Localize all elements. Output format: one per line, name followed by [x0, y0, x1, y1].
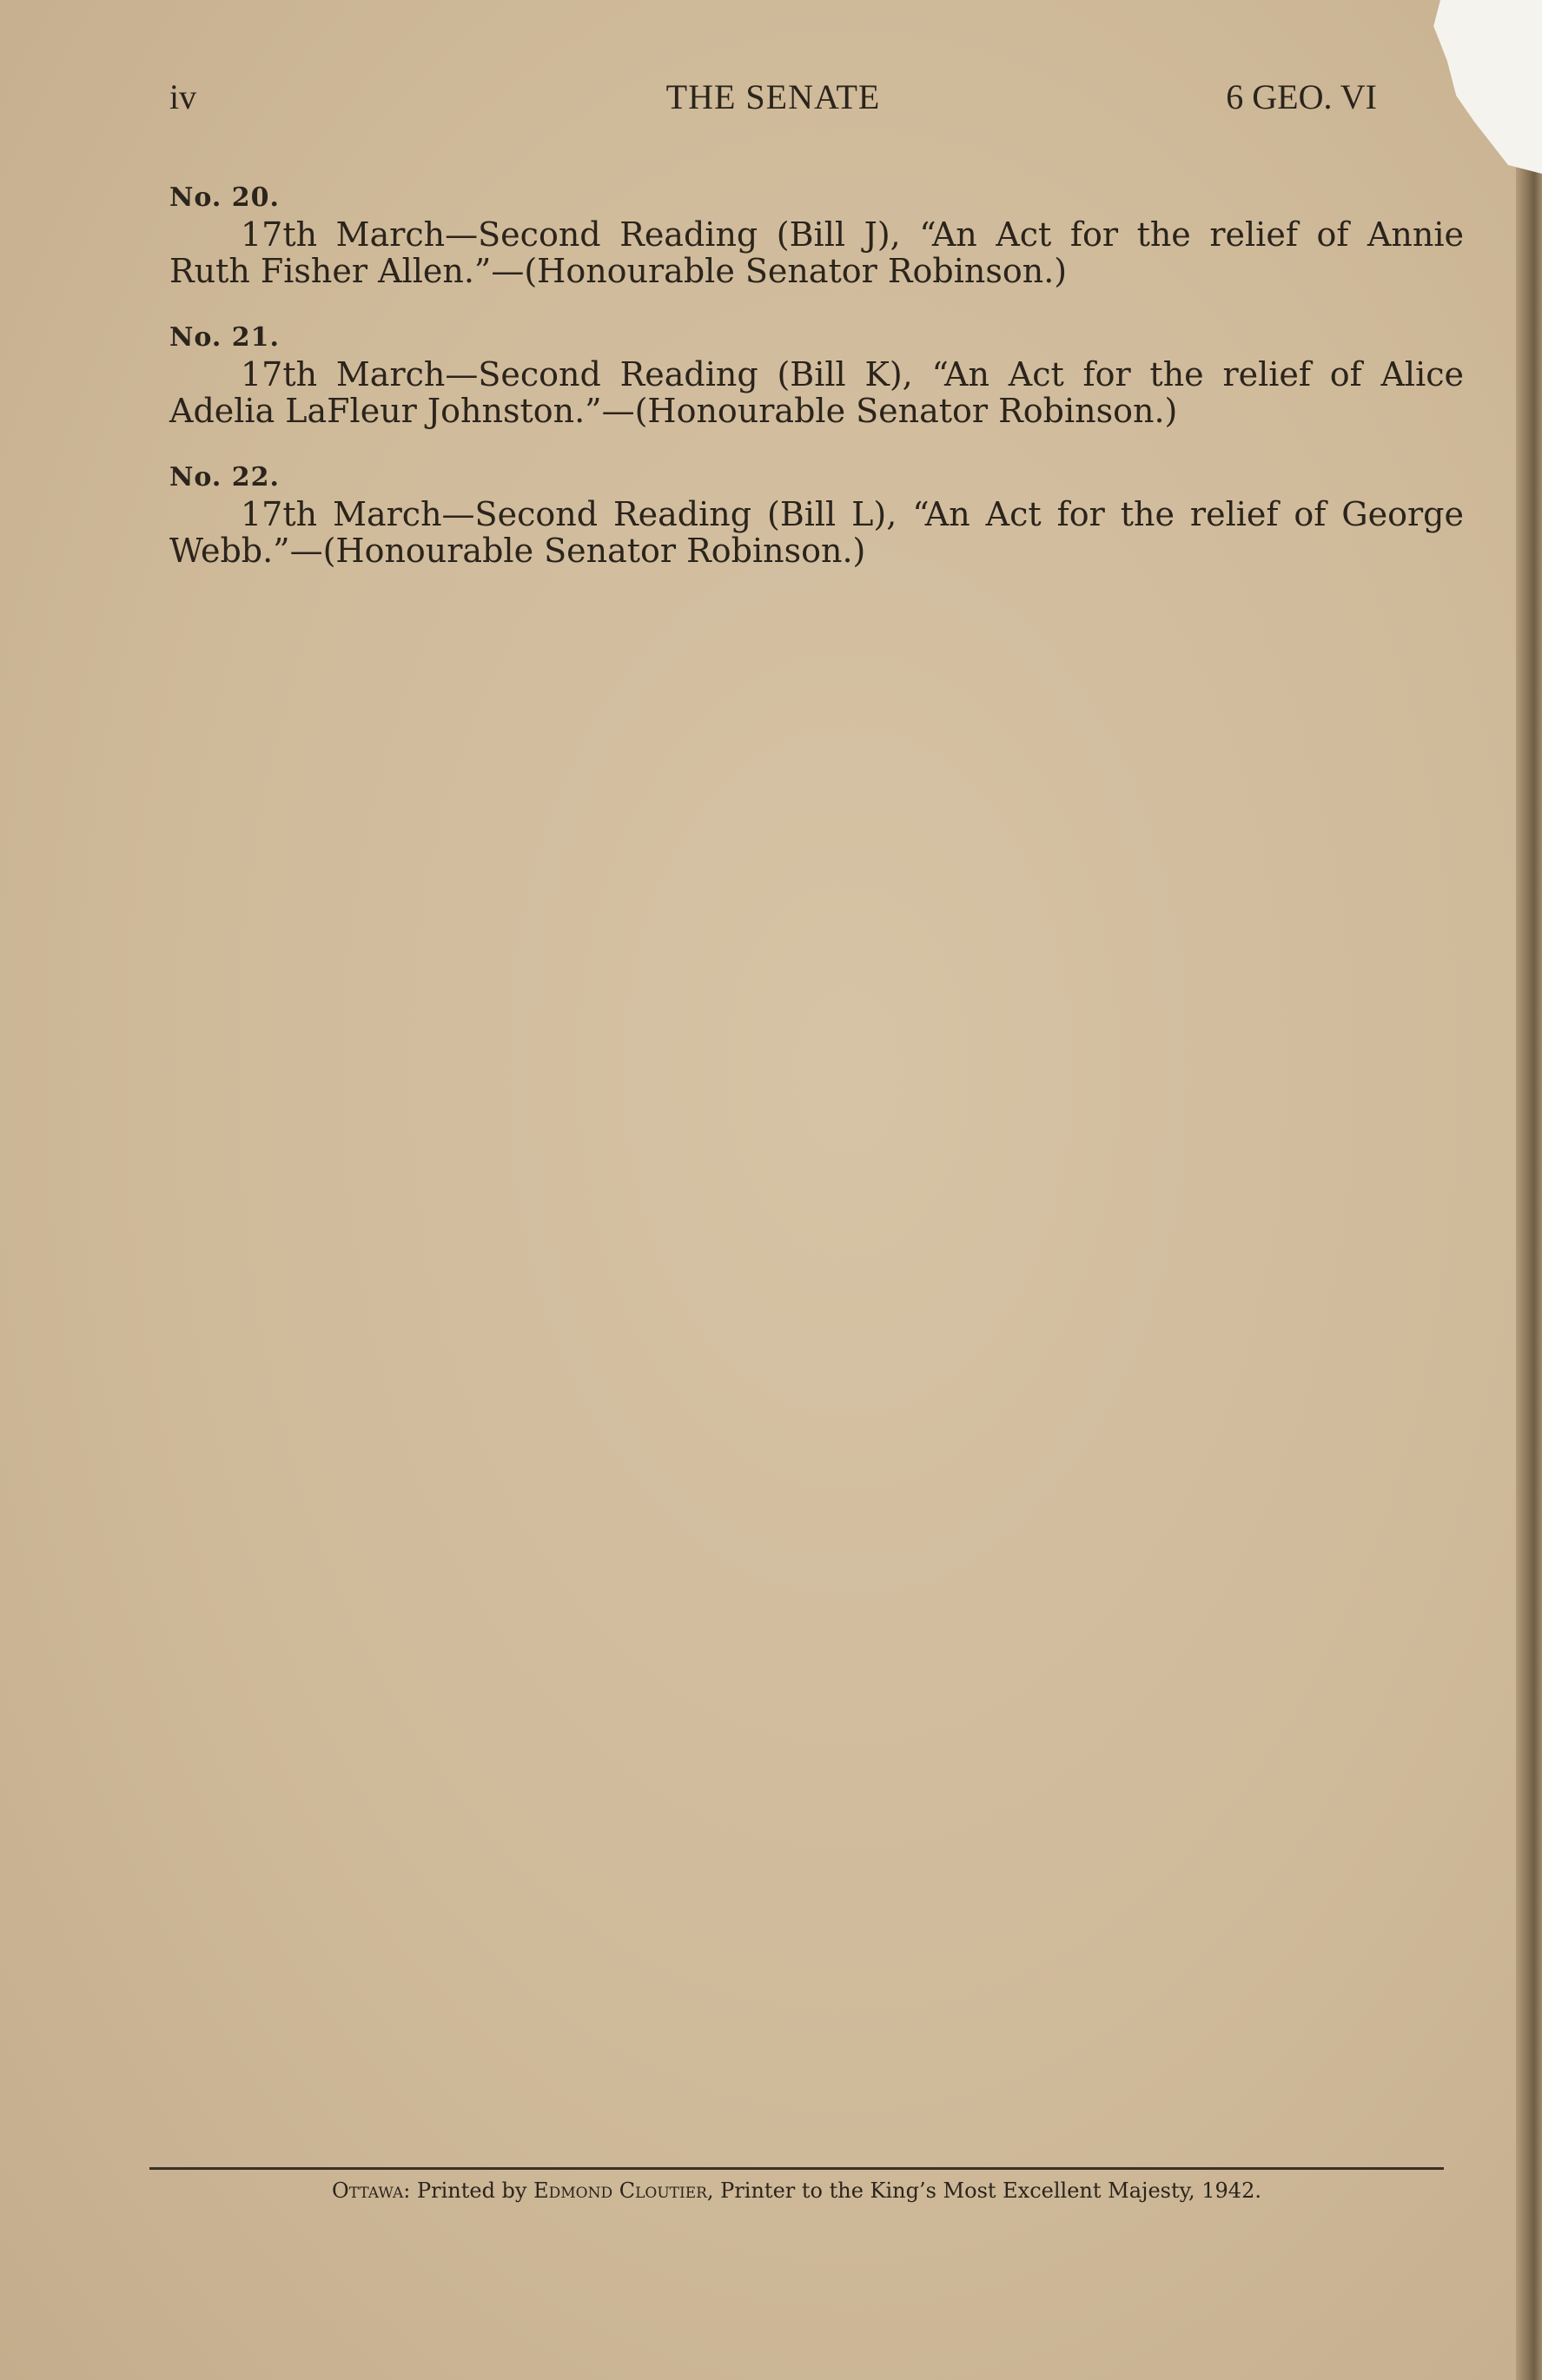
page-title: THE SENATE [665, 77, 881, 116]
entry-21 [169, 322, 1464, 429]
page-number: iv [169, 77, 197, 116]
imprint-rest: , Printer to the King’s Most Excellent Majesty, 1942. [706, 2178, 1261, 2203]
printer-imprint [149, 2178, 1444, 2203]
regnal-year: 6 GEO. VI [1226, 77, 1377, 116]
entry-text: 17th March—Second Reading (Bill K), “An Act for the relief of Alice Adelia LaFleur Johnston.”—(Honourable Senator Robinson.) [169, 355, 1464, 430]
entry-text: 17th March—Second Reading (Bill J), “An Act for the relief of Annie Ruth Fisher Allen.”—(Honourable Senator Robinson.) [169, 215, 1464, 290]
imprint-printer: Edmond Cloutier [533, 2178, 707, 2203]
entry-20 [169, 182, 1464, 289]
page-edge-shadow [1516, 156, 1542, 2380]
footer-rule [149, 2167, 1444, 2170]
imprint-place: Ottawa [332, 2178, 404, 2203]
entry-text: 17th March—Second Reading (Bill L), “An Act for the relief of George Webb.”—(Honourable Senator Robinson.) [169, 495, 1464, 570]
entry-number: No. 21. [169, 322, 280, 353]
running-head [169, 76, 1377, 120]
entry-22 [169, 462, 1464, 569]
imprint-printed-by: : Printed by [403, 2178, 534, 2203]
order-entries [169, 182, 1464, 602]
entry-number: No. 22. [169, 462, 280, 493]
entry-number: No. 20. [169, 182, 280, 213]
